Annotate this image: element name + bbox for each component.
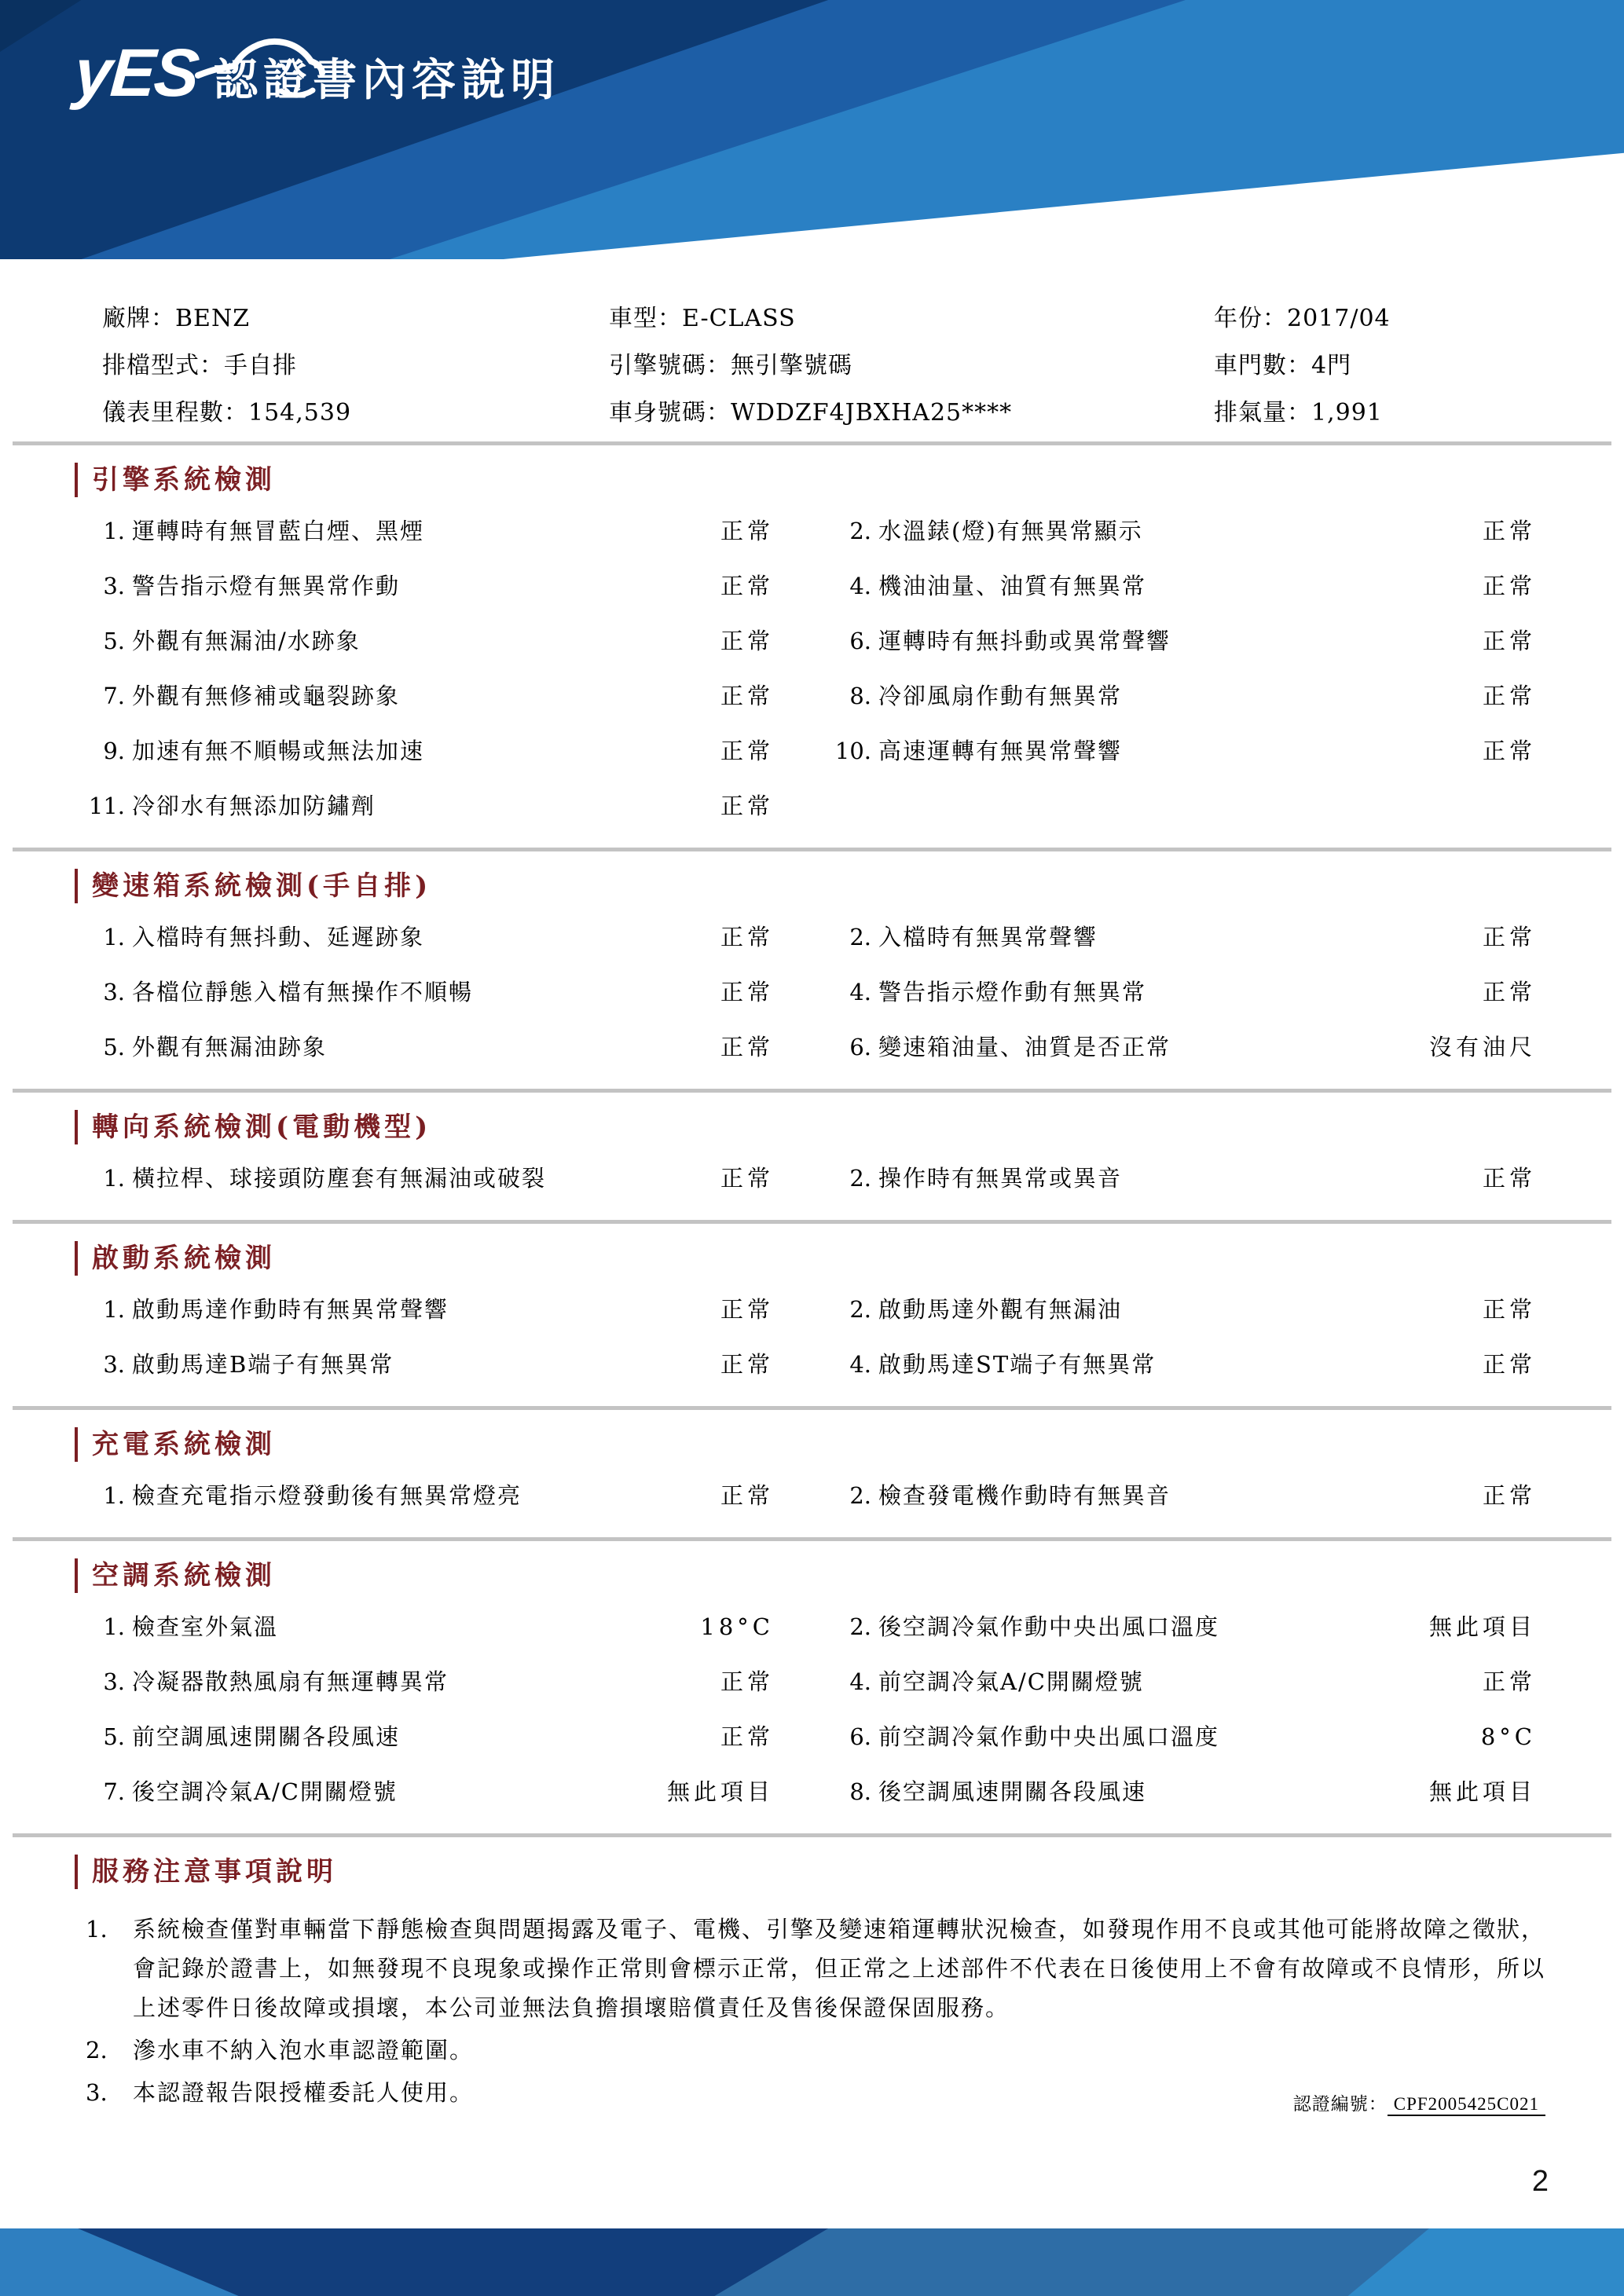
- item-result: 無此項目: [1428, 1613, 1536, 1640]
- item-left: [82, 518, 656, 544]
- item-result: 正常: [720, 628, 774, 654]
- item-result: 正常: [720, 1482, 774, 1509]
- inspection-row: [82, 979, 1624, 1005]
- column-gap: [774, 1668, 829, 1695]
- section-title: 充電系統檢測: [92, 1429, 276, 1460]
- section-aircon: [0, 1558, 1624, 1805]
- item-text: 橫拉桿、球接頭防塵套有無漏油或破裂: [132, 1165, 547, 1192]
- section-header: [75, 1427, 1624, 1462]
- info-mileage: 儀表里程數：154,539: [102, 399, 352, 427]
- item-left: [82, 628, 656, 654]
- item-left: [82, 924, 656, 950]
- divider: [13, 1089, 1611, 1093]
- divider: [13, 848, 1611, 851]
- item-right: [829, 979, 1426, 1005]
- item-result: 正常: [720, 1034, 774, 1060]
- section-header: [75, 869, 1624, 903]
- item-number: 5.: [103, 628, 125, 654]
- item-left: [82, 1351, 656, 1378]
- item-result: 正常: [720, 1296, 774, 1323]
- column-gap: [774, 628, 829, 654]
- item-result: 正常: [720, 1723, 774, 1750]
- inspection-row: [82, 793, 1624, 819]
- inspection-row: [82, 1778, 1624, 1805]
- item-number: 11.: [88, 793, 125, 819]
- section-accent-bar: [75, 1241, 78, 1276]
- section-starting: [0, 1241, 1624, 1378]
- item-number: [829, 793, 878, 819]
- certificate-number-value: CPF2005425C021: [1388, 2094, 1545, 2116]
- section-rows: [82, 924, 1624, 1060]
- note-item: [75, 1910, 1569, 2027]
- item-result: 正常: [720, 793, 774, 819]
- item-number: 4.: [849, 573, 871, 599]
- column-gap: [774, 1034, 829, 1060]
- item-left: [82, 1723, 656, 1750]
- section-title: 變速箱系統檢測(手自排): [92, 870, 432, 902]
- note-text: 系統檢查僅對車輛當下靜態檢查與問題揭露及電子、電機、引擎及變速箱運轉狀況檢查，如發現作用不良或其他可能將故障之徵狀，會記錄於證書上，如無發現不良現象或操作正常則會標示正常，但正常之上述部件不代表在日後使用上不會有故障或不良情形，所以上述零件日後故障或損壞，本公司並無法負擔損壞賠償責任及售後保證保固服務。: [133, 1916, 1546, 2021]
- column-gap: [774, 683, 829, 709]
- section-accent-bar: [75, 869, 78, 903]
- section-accent-bar: [75, 463, 78, 497]
- item-left: [82, 1613, 656, 1640]
- page-title: 認證書內容說明: [214, 55, 560, 104]
- item-text: 警告指示燈有無異常作動: [132, 573, 401, 599]
- item-number: 8.: [849, 683, 871, 709]
- item-text: 前空調冷氣A/C開關燈號: [878, 1668, 1144, 1695]
- section-rows: [82, 1613, 1624, 1805]
- item-text: 外觀有無漏油/水跡象: [132, 628, 361, 654]
- item-right: [829, 738, 1426, 764]
- note-number: 2.: [86, 2037, 108, 2063]
- column-gap: [774, 1296, 829, 1323]
- item-left: [82, 573, 656, 599]
- inspection-row: [82, 738, 1624, 764]
- info-transmission: 排檔型式：手自排: [102, 352, 297, 379]
- item-result: 正常: [1482, 573, 1536, 599]
- item-text: 前空調風速開關各段風速: [132, 1723, 401, 1750]
- item-result: 正常: [1482, 738, 1536, 764]
- item-left: [82, 1482, 656, 1509]
- divider: [13, 1537, 1611, 1541]
- section-title: 引擎系統檢測: [92, 464, 276, 496]
- item-text: 變速箱油量、油質是否正常: [878, 1034, 1171, 1060]
- inspection-row: [82, 518, 1624, 544]
- item-right: [829, 1296, 1426, 1323]
- section-rows: [82, 1165, 1624, 1192]
- item-number: 3.: [103, 1351, 125, 1378]
- item-left: [82, 1165, 656, 1192]
- inspection-row: [82, 573, 1624, 599]
- item-number: 10.: [834, 738, 871, 764]
- item-result: 正常: [720, 1668, 774, 1695]
- section-accent-bar: [75, 1855, 78, 1889]
- item-text: 啟動馬達作動時有無異常聲響: [132, 1296, 449, 1323]
- item-result: [1426, 793, 1536, 819]
- divider: [13, 1406, 1611, 1410]
- item-text: 各檔位靜態入檔有無操作不順暢: [132, 979, 474, 1005]
- item-result: 正常: [1482, 1482, 1536, 1509]
- item-text: 檢查室外氣溫: [132, 1613, 279, 1640]
- section-title: 服務注意事項說明: [92, 1856, 337, 1888]
- item-result: 正常: [1482, 518, 1536, 544]
- item-result: 8°C: [1480, 1723, 1536, 1750]
- divider: [13, 441, 1611, 445]
- item-number: 2.: [849, 1165, 871, 1192]
- page-footer: [0, 2228, 1624, 2296]
- column-gap: [774, 1723, 829, 1750]
- inspection-row: [82, 1296, 1624, 1323]
- section-header: [75, 1558, 1624, 1593]
- inspection-row: [82, 1351, 1624, 1378]
- item-result: 正常: [720, 683, 774, 709]
- item-text: 水溫錶(燈)有無異常顯示: [878, 518, 1143, 544]
- column-gap: [774, 1482, 829, 1509]
- item-right: [829, 1723, 1426, 1750]
- divider: [13, 1833, 1611, 1837]
- item-number: 1.: [103, 518, 125, 544]
- info-model: 車型：E-CLASS: [609, 305, 796, 332]
- section-accent-bar: [75, 1558, 78, 1593]
- item-right: [829, 628, 1426, 654]
- inspection-row: [82, 1668, 1624, 1695]
- column-gap: [774, 1351, 829, 1378]
- column-gap: [774, 1778, 829, 1805]
- item-number: 5.: [103, 1034, 125, 1060]
- service-notes: [75, 1855, 1569, 2115]
- item-text: 運轉時有無冒藍白煙、黑煙: [132, 518, 425, 544]
- section-title: 轉向系統檢測(電動機型): [92, 1111, 432, 1143]
- item-result: 沒有油尺: [1428, 1034, 1536, 1060]
- item-left: [82, 1778, 656, 1805]
- item-number: 8.: [849, 1778, 871, 1805]
- item-right: [829, 1034, 1426, 1060]
- note-item: [75, 2031, 1569, 2070]
- item-text: 外觀有無修補或龜裂跡象: [132, 683, 401, 709]
- item-number: 2.: [849, 518, 871, 544]
- item-number: 2.: [849, 1613, 871, 1640]
- note-number: 3.: [86, 2079, 108, 2106]
- item-text: 入檔時有無抖動、延遲跡象: [132, 924, 425, 950]
- item-result: 正常: [1482, 628, 1536, 654]
- item-number: 6.: [849, 1723, 871, 1750]
- item-number: 2.: [849, 924, 871, 950]
- item-number: 1.: [103, 1165, 125, 1192]
- item-result: 無此項目: [1428, 1778, 1536, 1805]
- column-gap: [774, 518, 829, 544]
- item-number: 1.: [103, 1613, 125, 1640]
- divider: [13, 1220, 1611, 1224]
- section-header: [75, 1855, 1569, 1889]
- item-text: 冷卻水有無添加防鏽劑: [132, 793, 376, 819]
- item-text: 後空調冷氣作動中央出風口溫度: [878, 1613, 1220, 1640]
- item-right: [829, 924, 1426, 950]
- item-text: 檢查充電指示燈發動後有無異常燈亮: [132, 1482, 522, 1509]
- certificate-number: [1293, 2089, 1545, 2115]
- item-result: 正常: [1482, 924, 1536, 950]
- section-rows: [82, 518, 1624, 819]
- item-right: [829, 573, 1426, 599]
- item-left: [82, 738, 656, 764]
- item-left: [82, 1296, 656, 1323]
- column-gap: [774, 738, 829, 764]
- item-text: 啟動馬達外觀有無漏油: [878, 1296, 1123, 1323]
- column-gap: [774, 1165, 829, 1192]
- item-text: 外觀有無漏油跡象: [132, 1034, 328, 1060]
- item-text: 操作時有無異常或異音: [878, 1165, 1123, 1192]
- item-right: [829, 1482, 1426, 1509]
- item-number: 9.: [103, 738, 125, 764]
- note-text: 本認證報告限授權委託人使用。: [133, 2079, 475, 2106]
- item-result: 正常: [720, 1165, 774, 1192]
- item-result: 正常: [1482, 683, 1536, 709]
- item-right: [829, 1778, 1426, 1805]
- item-text: 警告指示燈作動有無異常: [878, 979, 1147, 1005]
- item-text: 前空調冷氣作動中央出風口溫度: [878, 1723, 1220, 1750]
- item-number: 6.: [849, 1034, 871, 1060]
- item-right: [829, 793, 1426, 819]
- item-right: [829, 1613, 1426, 1640]
- item-number: 4.: [849, 979, 871, 1005]
- item-number: 2.: [849, 1296, 871, 1323]
- item-text: 機油油量、油質有無異常: [878, 573, 1147, 599]
- item-number: 1.: [103, 924, 125, 950]
- item-right: [829, 1668, 1426, 1695]
- column-gap: [774, 793, 829, 819]
- item-text: 後空調冷氣A/C開關燈號: [132, 1778, 398, 1805]
- note-text: 滲水車不納入泡水車認證範圍。: [133, 2037, 475, 2063]
- section-header: [75, 1241, 1624, 1276]
- item-right: [829, 683, 1426, 709]
- section-title: 空調系統檢測: [92, 1560, 276, 1591]
- item-number: 1.: [103, 1482, 125, 1509]
- section-transmission: [0, 869, 1624, 1060]
- inspection-row: [82, 1613, 1624, 1640]
- item-left: [82, 1034, 656, 1060]
- inspection-row: [82, 924, 1624, 950]
- info-vin: 車身號碼：WDDZF4JBXHA25****: [609, 399, 1013, 427]
- item-result: 正常: [1482, 979, 1536, 1005]
- section-accent-bar: [75, 1427, 78, 1462]
- item-left: [82, 793, 656, 819]
- inspection-row: [82, 1034, 1624, 1060]
- item-text: 高速運轉有無異常聲響: [878, 738, 1123, 764]
- section-charging: [0, 1427, 1624, 1509]
- item-result: 18°C: [700, 1613, 774, 1640]
- item-result: 正常: [1482, 1165, 1536, 1192]
- page-header: [0, 0, 1624, 259]
- item-result: 正常: [720, 738, 774, 764]
- item-number: 3.: [103, 1668, 125, 1695]
- item-left: [82, 1668, 656, 1695]
- note-number: 1.: [86, 1916, 108, 1943]
- page-number: 2: [1531, 2165, 1549, 2198]
- info-engine-no: 引擎號碼：無引擎號碼: [609, 352, 852, 379]
- section-steering: [0, 1110, 1624, 1192]
- section-engine: [0, 463, 1624, 819]
- inspection-row: [82, 628, 1624, 654]
- item-result: 正常: [1482, 1351, 1536, 1378]
- item-text: 後空調風速開關各段風速: [878, 1778, 1147, 1805]
- item-result: 正常: [720, 924, 774, 950]
- item-text: 加速有無不順暢或無法加速: [132, 738, 425, 764]
- item-text: 檢查發電機作動時有無異音: [878, 1482, 1171, 1509]
- info-brand: 廠牌：BENZ: [102, 305, 251, 332]
- section-title: 啟動系統檢測: [92, 1243, 276, 1274]
- yes-logo-text: yES: [71, 35, 200, 111]
- item-text: 冷卻風扇作動有無異常: [878, 683, 1123, 709]
- item-result: 無此項目: [666, 1778, 774, 1805]
- item-result: 正常: [720, 1351, 774, 1378]
- inspection-row: [82, 1723, 1624, 1750]
- item-result: 正常: [1482, 1296, 1536, 1323]
- item-text: 啟動馬達ST端子有無異常: [878, 1351, 1157, 1378]
- section-rows: [82, 1482, 1624, 1509]
- item-right: [829, 1351, 1426, 1378]
- info-displacement: 排氣量：1,991: [1214, 399, 1383, 427]
- column-gap: [774, 979, 829, 1005]
- item-number: 7.: [103, 683, 125, 709]
- column-gap: [774, 924, 829, 950]
- section-rows: [82, 1296, 1624, 1378]
- column-gap: [774, 1613, 829, 1640]
- item-number: 6.: [849, 628, 871, 654]
- item-text: 啟動馬達B端子有無異常: [132, 1351, 394, 1378]
- item-text: 冷凝器散熱風扇有無運轉異常: [132, 1668, 449, 1695]
- item-number: 5.: [103, 1723, 125, 1750]
- item-result: 正常: [1482, 1668, 1536, 1695]
- vehicle-info: [102, 305, 1593, 427]
- section-header: [75, 1110, 1624, 1144]
- item-number: 3.: [103, 979, 125, 1005]
- item-left: [82, 683, 656, 709]
- section-header: [75, 463, 1624, 497]
- inspection-row: [82, 1482, 1624, 1509]
- section-accent-bar: [75, 1110, 78, 1144]
- item-number: 4.: [849, 1668, 871, 1695]
- inspection-row: [82, 1165, 1624, 1192]
- inspection-row: [82, 683, 1624, 709]
- item-result: 正常: [720, 573, 774, 599]
- item-text: 運轉時有無抖動或異常聲響: [878, 628, 1171, 654]
- item-number: 3.: [103, 573, 125, 599]
- item-number: 2.: [849, 1482, 871, 1509]
- info-doors: 車門數：4門: [1214, 352, 1352, 379]
- item-right: [829, 1165, 1426, 1192]
- item-right: [829, 518, 1426, 544]
- item-left: [82, 979, 656, 1005]
- item-result: 正常: [720, 979, 774, 1005]
- column-gap: [774, 573, 829, 599]
- item-number: 4.: [849, 1351, 871, 1378]
- certificate-number-label: 認證編號：: [1292, 2094, 1388, 2115]
- item-text: 入檔時有無異常聲響: [878, 924, 1098, 950]
- item-number: 1.: [103, 1296, 125, 1323]
- info-year: 年份：2017/04: [1214, 305, 1391, 332]
- item-number: 7.: [103, 1778, 125, 1805]
- item-result: 正常: [720, 518, 774, 544]
